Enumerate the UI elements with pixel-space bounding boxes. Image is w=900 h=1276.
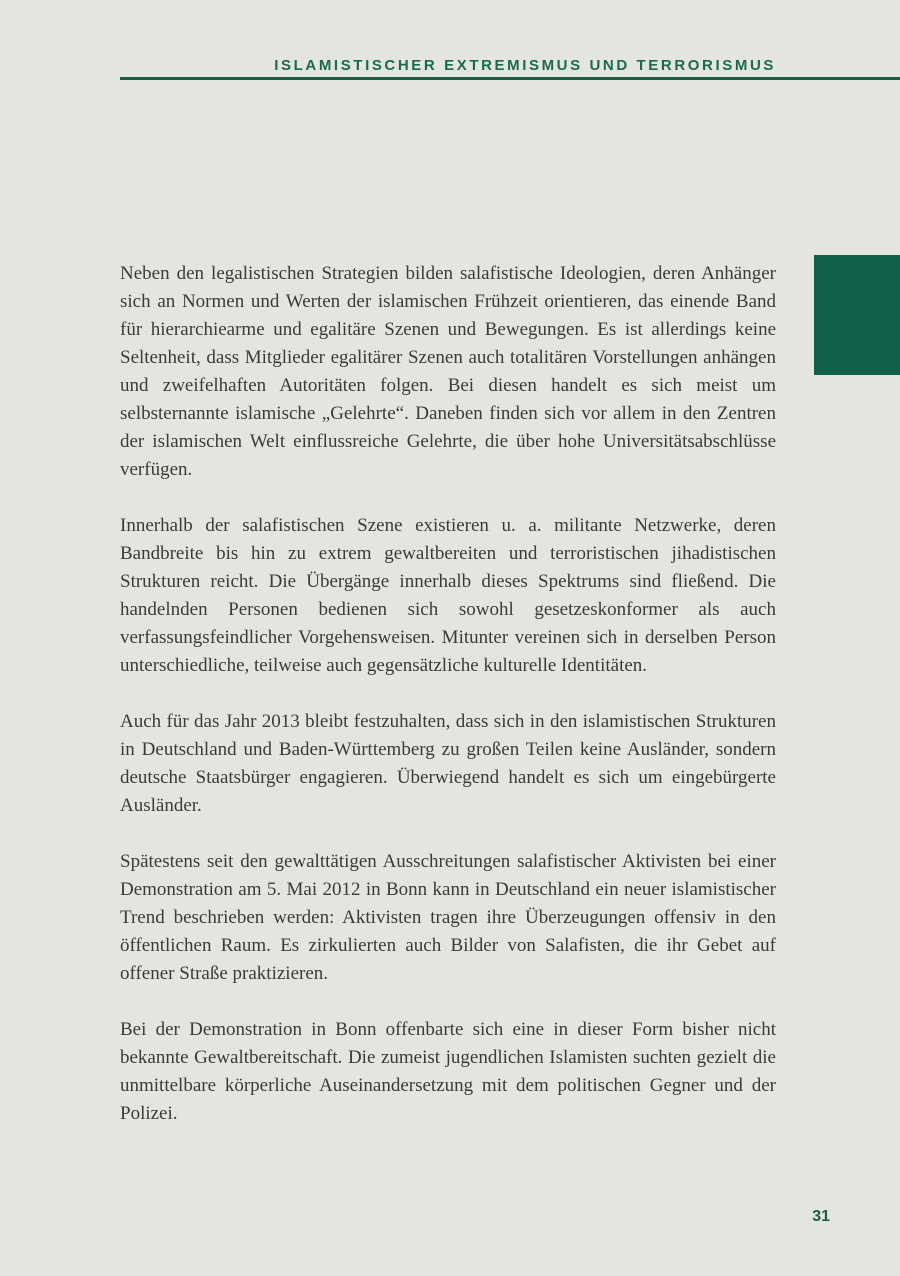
paragraph-1: Neben den legalistischen Strategien bilden salafistische Ideologien, deren Anhänger sich an Normen und Werten der islamischen Frühzeit orientieren, das einende Band für hierarchiearme und egalitäre Szenen und Bewegungen. Es ist allerdings keine Seltenheit, dass Mitglieder egalitärer Szenen auch totalitären Vorstellungen anhängen und zweifelhaften Autoritäten folgen. Bei diesen handelt es sich meist um selbsternannte islamische „Gelehrte“. Daneben finden sich vor allem in den Zentren der islamischen Welt einflussreiche Gelehrte, die über hohe Universitätsabschlüsse verfügen. (120, 263, 776, 480)
paragraph-2: Innerhalb der salafistischen Szene existieren u. a. militante Netzwerke, deren Bandbreite bis hin zu extrem gewaltbereiten und terroristischen jihadistischen Strukturen reicht. Die Übergänge innerhalb dieses Spektrums sind fließend. Die handelnden Personen bedienen sich sowohl gesetzeskonformer als auch verfassungsfeindlicher Vorgehensweisen. Mitunter vereinen sich in derselben Person unterschiedliche, teilweise auch gegensätzliche kulturelle Identitäten. (120, 515, 776, 676)
paragraph-5: Bei der Demonstration in Bonn offenbarte sich eine in dieser Form bisher nicht bekannte Gewaltbereitschaft. Die zumeist jugendlichen Islamisten suchten gezielt die unmittelbare körperliche Auseinandersetzung mit dem politischen Gegner und der Polizei. (120, 1019, 776, 1124)
body-text (120, 260, 776, 1156)
paragraph-4: Spätestens seit den gewalttätigen Ausschreitungen salafistischer Aktivisten bei einer Demonstration am 5. Mai 2012 in Bonn kann in Deutschland ein neuer islamistischer Trend beschrieben werden: Aktivisten tragen ihre Überzeugungen offensiv in den öffentlichen Raum. Es zirkulierten auch Bilder von Salafisten, die ihr Gebet auf offener Straße praktizieren. (120, 851, 776, 984)
running-header-title: ISLAMISTISCHER EXTREMISMUS UND TERRORISMUS (274, 57, 776, 74)
chapter-side-tab (814, 255, 900, 375)
paragraph-3: Auch für das Jahr 2013 bleibt festzuhalten, dass sich in den islamistischen Strukturen in Deutschland und Baden-Württemberg zu großen Teilen keine Ausländer, sondern deutsche Staatsbürger engagieren. Überwiegend handelt es sich um eingebürgerte Ausländer. (120, 711, 776, 816)
page-number: 31 (812, 1208, 830, 1225)
header-rule (120, 77, 900, 80)
